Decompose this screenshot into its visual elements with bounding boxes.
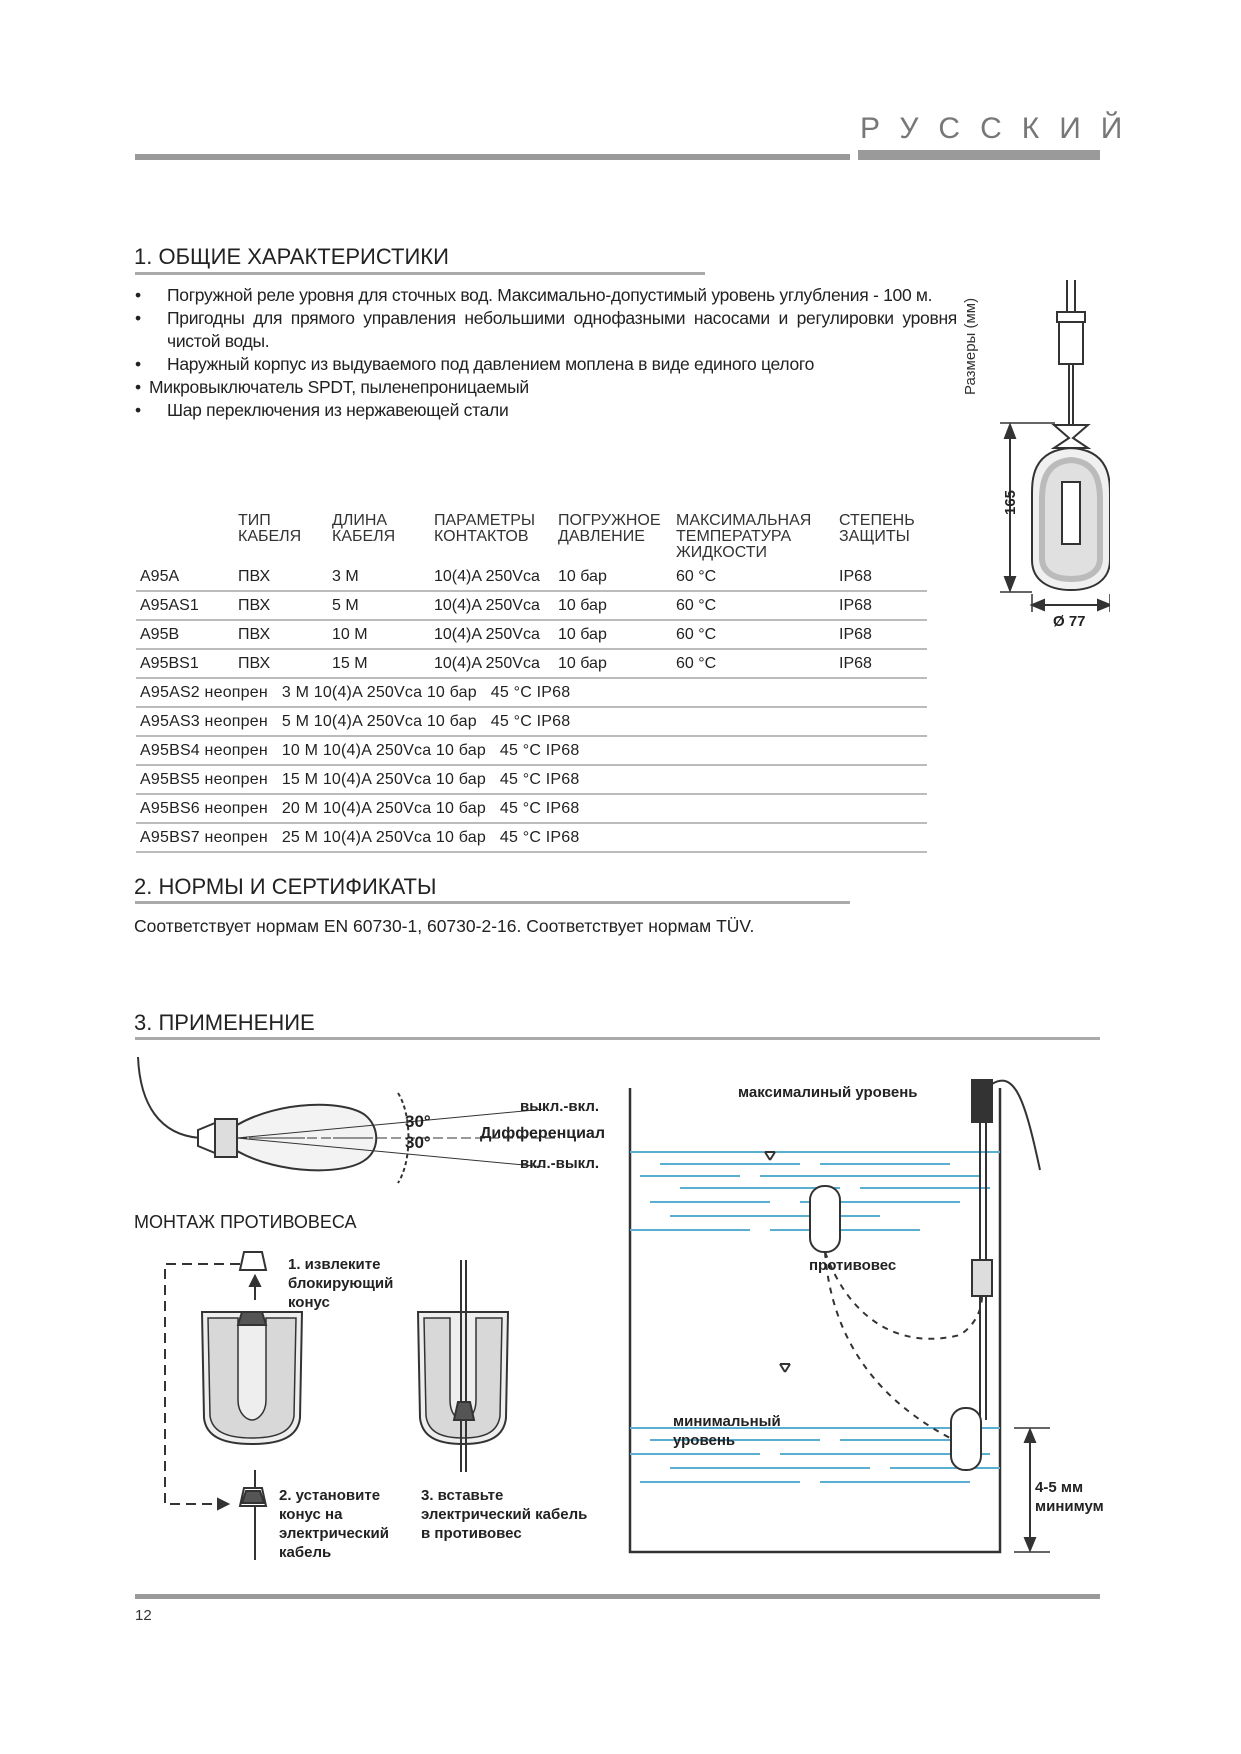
step1-label: [288, 1255, 393, 1312]
table-header: ТИП КАБЕЛЯ: [238, 512, 302, 545]
table-cell: A95A: [136, 563, 234, 591]
section1-title: 1. ОБЩИЕ ХАРАКТЕРИСТИКИ: [134, 244, 449, 269]
tank-diagram: [620, 1060, 1100, 1560]
table-header: [136, 509, 234, 563]
table-cell: 15 M: [328, 649, 430, 678]
table-cell: 10(4)A 250Vca: [430, 620, 554, 649]
table-cell: A95BS1: [136, 649, 234, 678]
table-row: [136, 823, 927, 852]
step3-label: [421, 1486, 587, 1543]
spec-table: [136, 509, 927, 853]
table-cell: A95BS5 неопрен 15 M 10(4)A 250Vca 10 бар 45 °C IP68: [136, 765, 927, 794]
differential-label: Дифференциал: [480, 1125, 605, 1142]
min-gap-label: [1035, 1478, 1104, 1516]
table-cell: 60 °C: [672, 649, 835, 678]
table-cell: A95B: [136, 620, 234, 649]
feature-item: • Шар переключения из нержавеющей стали: [135, 399, 955, 422]
table-header: СТЕПЕНЬ ЗАЩИТЫ: [839, 512, 915, 545]
step2-line: конус на: [279, 1506, 343, 1523]
min-level-label: [673, 1412, 781, 1450]
table-cell: 60 °C: [672, 591, 835, 620]
section2-title: 2. НОРМЫ И СЕРТИФИКАТЫ: [134, 874, 437, 899]
table-cell: 3 M: [328, 563, 430, 591]
step1-line: конус: [288, 1294, 330, 1311]
table-cell: 10 бар: [554, 620, 672, 649]
section2-rule: [135, 901, 850, 904]
min-gap-line: 4-5 мм: [1035, 1479, 1084, 1496]
table-cell: 5 M: [328, 591, 430, 620]
table-row: [136, 563, 927, 591]
feature-item: • Микровыключатель SPDT, пыленепроницаемый: [135, 376, 955, 399]
step2-line: 2. установите: [279, 1487, 381, 1504]
table-cell: ПВХ: [234, 649, 328, 678]
table-cell: A95AS1: [136, 591, 234, 620]
header-rule-accent: [858, 150, 1100, 160]
table-cell: A95BS6 неопрен 20 M 10(4)A 250Vca 10 бар 45 °C IP68: [136, 794, 927, 823]
step2-line: электрический: [279, 1525, 389, 1542]
table-cell: 10(4)A 250Vca: [430, 649, 554, 678]
table-cell: A95BS7 неопрен 25 M 10(4)A 250Vca 10 бар 45 °C IP68: [136, 823, 927, 852]
table-row: [136, 794, 927, 823]
section3-title: 3. ПРИМЕНЕНИЕ: [134, 1010, 315, 1035]
table-cell: 10(4)A 250Vca: [430, 591, 554, 620]
header-rule: [135, 154, 850, 160]
angle-bottom-label: 30°: [405, 1133, 431, 1152]
norms-text: Соответствует нормам EN 60730-1, 60730-2-16. Соответствует нормам TÜV.: [134, 916, 755, 936]
max-level-label: максималиный уровень: [738, 1084, 918, 1101]
step2-label: [279, 1486, 389, 1562]
section1-rule: [135, 272, 705, 275]
table-cell: A95BS4 неопрен 10 M 10(4)A 250Vca 10 бар 45 °C IP68: [136, 736, 927, 765]
table-cell: 60 °C: [672, 620, 835, 649]
table-row: [136, 591, 927, 620]
min-level-line: минимальный: [673, 1413, 781, 1430]
footer-rule: [135, 1594, 1100, 1599]
section3-rule: [135, 1037, 1100, 1040]
step3-line: в противовес: [421, 1525, 522, 1542]
table-cell: A95AS2 неопрен 3 M 10(4)A 250Vca 10 бар 45 °C IP68: [136, 678, 927, 707]
table-header: ДЛИНА КАБЕЛЯ: [332, 512, 396, 545]
table-cell: 60 °C: [672, 563, 835, 591]
language-label: РУССКИЙ: [860, 112, 1143, 145]
table-row: [136, 736, 927, 765]
table-row: [136, 620, 927, 649]
step2-line: кабель: [279, 1544, 332, 1561]
table-cell: 10 M: [328, 620, 430, 649]
table-row: [136, 649, 927, 678]
table-cell: ПВХ: [234, 620, 328, 649]
table-cell: A95AS3 неопрен 5 M 10(4)A 250Vca 10 бар 45 °C IP68: [136, 707, 927, 736]
table-row: [136, 678, 927, 707]
step3-line: электрический кабель: [421, 1506, 588, 1523]
table-cell: ПВХ: [234, 563, 328, 591]
feature-list: [135, 284, 955, 422]
table-row: [136, 765, 927, 794]
step3-line: 3. вставьте: [421, 1487, 504, 1504]
table-cell: IP68: [835, 591, 927, 620]
table-header: ПАРАМЕТРЫ КОНТАКТОВ: [434, 512, 536, 545]
table-cell: 10(4)A 250Vca: [430, 563, 554, 591]
table-cell: 10 бар: [554, 563, 672, 591]
table-header: ПОГРУЖНОЕ ДАВЛЕНИЕ: [558, 512, 661, 545]
table-cell: 10 бар: [554, 649, 672, 678]
on-off-label: вкл.-выкл.: [520, 1155, 600, 1172]
min-level-line: уровень: [673, 1432, 736, 1449]
table-header-row: [136, 509, 927, 563]
angle-top-label: 30°: [405, 1112, 431, 1131]
table-cell: ПВХ: [234, 591, 328, 620]
off-on-label: выкл.-вкл.: [520, 1098, 600, 1115]
step1-line: блокирующий: [288, 1275, 394, 1292]
page-number: 12: [135, 1607, 152, 1624]
height-label: 165: [1002, 489, 1019, 515]
mount-title: МОНТАЖ ПРОТИВОВЕСА: [134, 1212, 357, 1232]
counterweight-label: противовес: [809, 1257, 897, 1274]
diameter-label: Ø 77: [1053, 613, 1086, 630]
table-row: [136, 707, 927, 736]
min-gap-line: минимум: [1035, 1498, 1104, 1515]
dimensions-label: Размеры (мм): [962, 297, 979, 395]
table-header: МАКСИМАЛЬНАЯ ТЕМПЕРАТУРА ЖИДКОСТИ: [676, 512, 812, 561]
table-cell: IP68: [835, 620, 927, 649]
step1-line: 1. извлеките: [288, 1256, 381, 1273]
table-cell: IP68: [835, 563, 927, 591]
feature-item: • Наружный корпус из выдуваемого под давлением моплена в виде единого целого: [135, 353, 955, 376]
table-cell: 10 бар: [554, 591, 672, 620]
feature-item: • Погружной реле уровня для сточных вод. Максимально-допустимый уровень углубления - 100 м.: [135, 284, 957, 307]
dimension-drawing: [960, 270, 1110, 650]
table-cell: IP68: [835, 649, 927, 678]
feature-item: • Пригодны для прямого управления небольшими однофазными насосами и регулировки уровня чистой воды.: [135, 307, 957, 353]
